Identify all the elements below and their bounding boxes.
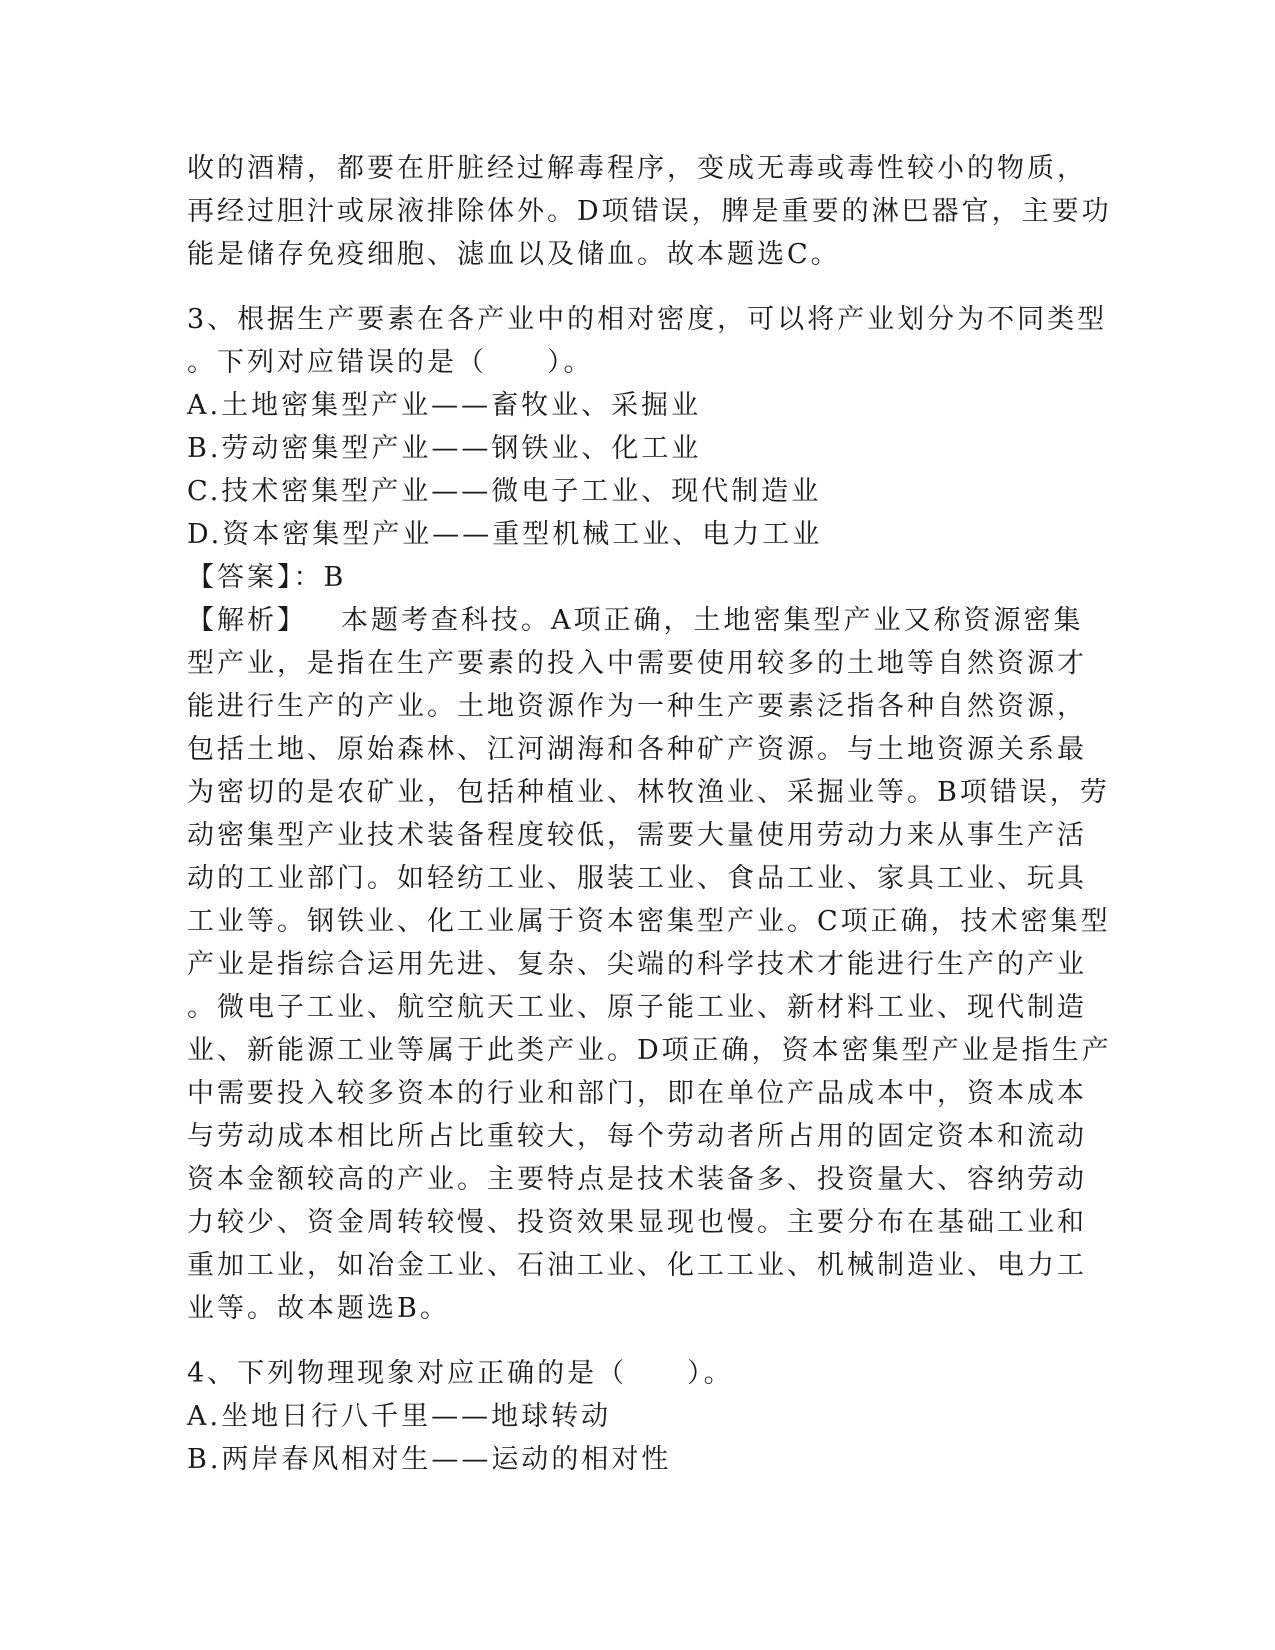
option-d: D.资本密集型产业——重型机械工业、电力工业: [187, 519, 823, 550]
explanation-line: 力较少、资金周转较慢、投资效果显现也慢。主要分布在基础工业和: [187, 1207, 1087, 1238]
explanation-line: 为密切的是农矿业，包括种植业、林牧渔业、采掘业等。B项错误，劳: [187, 777, 1110, 808]
question-3: [187, 298, 1112, 1330]
option-b: B.劳动密集型产业——钢铁业、化工业: [187, 433, 702, 464]
option-c: C.技术密集型产业——微电子工业、现代制造业: [187, 476, 822, 507]
explanation-label: 【解析】: [187, 605, 307, 636]
text-line: 收的酒精，都要在肝脏经过解毒程序，变成无毒或毒性较小的物质，: [187, 153, 1087, 184]
explanation-first-line: [187, 599, 1087, 642]
answer-line: 【答案】：B: [187, 562, 347, 593]
explanation-line: 。微电子工业、航空航天工业、原子能工业、新材料工业、现代制造: [187, 992, 1087, 1023]
text-line: 能是储存免疫细胞、滤血以及储血。故本题选C。: [187, 239, 841, 270]
question-stem: 4、下列物理现象对应正确的是（ ）。: [187, 1358, 734, 1389]
explanation-line: 型产业，是指在生产要素的投入中需要使用较多的土地等自然资源才: [187, 648, 1087, 679]
spacer: [187, 1330, 1087, 1352]
question-stem: 3、根据生产要素在各产业中的相对密度，可以将产业划分为不同类型: [187, 304, 1108, 335]
explanation-line: 能进行生产的产业。土地资源作为一种生产要素泛指各种自然资源，: [187, 691, 1087, 722]
explanation-line: 工业等。钢铁业、化工业属于资本密集型产业。C项正确，技术密集型: [187, 906, 1111, 937]
option-b: B.两岸春风相对生——运动的相对性: [187, 1444, 672, 1475]
option-a: A.坐地日行八千里——地球转动: [187, 1401, 612, 1432]
explanation-line: 包括土地、原始森林、江河湖海和各种矿产资源。与土地资源关系最: [187, 734, 1087, 765]
question-stem: 。下列对应错误的是（ ）。: [187, 347, 594, 378]
explanation-line: 中需要投入较多资本的行业和部门，即在单位产品成本中，资本成本: [187, 1078, 1087, 1109]
explanation-line: 业、新能源工业等属于此类产业。D项正确，资本密集型产业是指生产: [187, 1035, 1112, 1066]
previous-explanation: [187, 147, 1112, 276]
explanation-line: 与劳动成本相比所占比重较大，每个劳动者所占用的固定资本和流动: [187, 1121, 1087, 1152]
explanation-text: 本题考查科技。A项正确，土地密集型产业又称资源密集: [341, 605, 1084, 636]
question-4: [187, 1352, 1087, 1481]
document-page: [187, 147, 1112, 1481]
option-a: A.土地密集型产业——畜牧业、采掘业: [187, 390, 702, 421]
text-line: 再经过胆汁或尿液排除体外。D项错误，脾是重要的淋巴器官，主要功: [187, 196, 1112, 227]
explanation-line: 动的工业部门。如轻纺工业、服装工业、食品工业、家具工业、玩具: [187, 863, 1087, 894]
explanation-line: 产业是指综合运用先进、复杂、尖端的科学技术才能进行生产的产业: [187, 949, 1087, 980]
explanation-line: 业等。故本题选B。: [187, 1293, 450, 1324]
explanation-line: 重加工业，如冶金工业、石油工业、化工工业、机械制造业、电力工: [187, 1250, 1087, 1281]
spacer: [187, 276, 1087, 298]
explanation-line: 动密集型产业技术装备程度较低，需要大量使用劳动力来从事生产活: [187, 820, 1087, 851]
explanation-line: 资本金额较高的产业。主要特点是技术装备多、投资量大、容纳劳动: [187, 1164, 1087, 1195]
